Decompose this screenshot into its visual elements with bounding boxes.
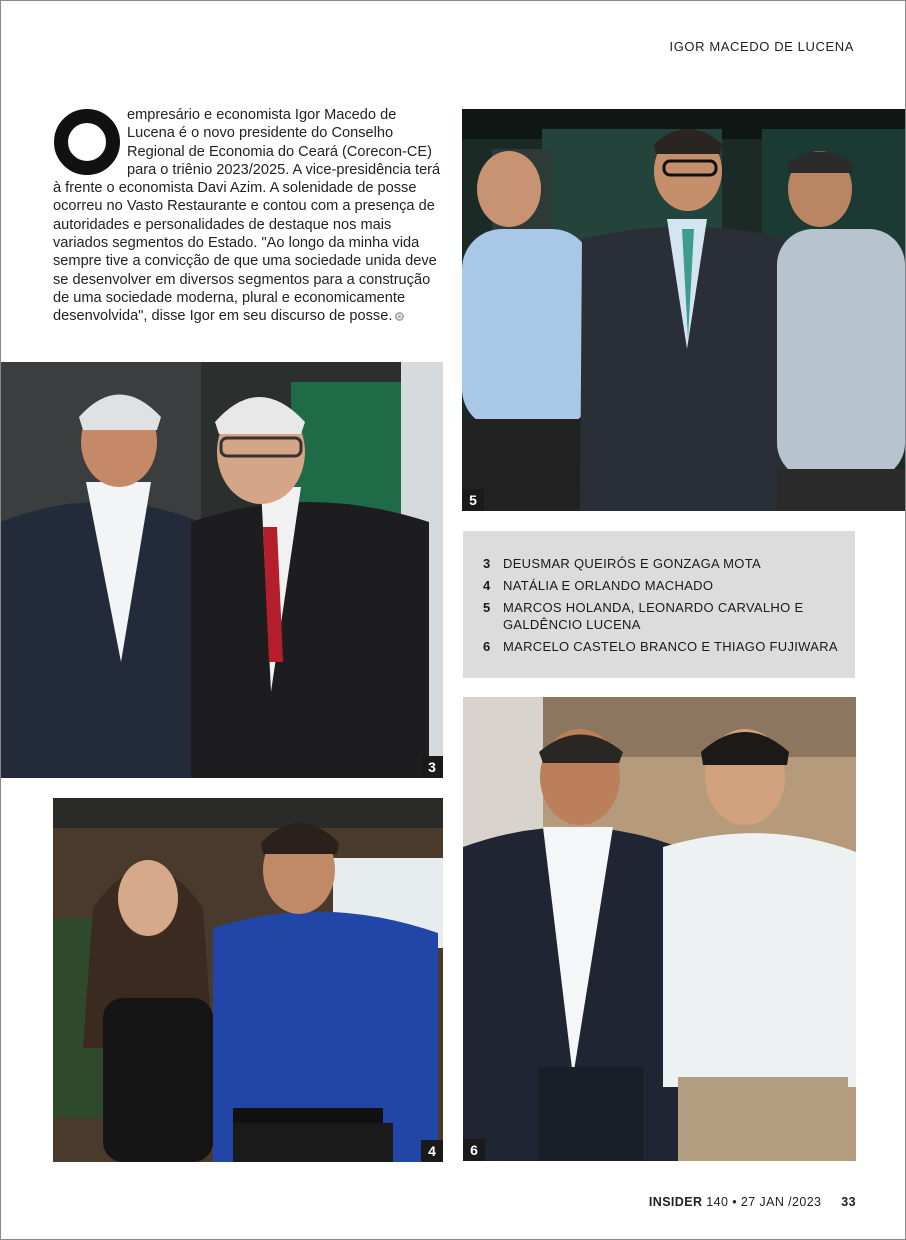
photo-3-image: [1, 362, 443, 778]
photo-5-number: 5: [462, 489, 484, 511]
photo-6-image: [463, 697, 856, 1161]
photo-4-image: [53, 798, 443, 1162]
photo-3: [1, 362, 443, 778]
issue-info: 140 • 27 JAN /2023: [706, 1195, 822, 1209]
caption-item: 6 MARCELO CASTELO BRANCO E THIAGO FUJIWARA: [483, 639, 838, 654]
photo-6: [463, 697, 856, 1161]
photo-4: [53, 798, 443, 1162]
caption-list: [463, 531, 855, 655]
magazine-brand: INSIDER: [648, 1195, 703, 1209]
caption-box: [463, 531, 855, 678]
photo-6-number: 6: [463, 1139, 485, 1161]
photo-5-image: [462, 109, 905, 511]
photo-4-number: 4: [421, 1140, 443, 1162]
dropcap-o: [53, 108, 121, 176]
caption-item: 5 MARCOS HOLANDA, LEONARDO CARVALHO E GALDÊNCIO LUCENA: [483, 600, 804, 632]
running-head: IGOR MACEDO DE LUCENA: [669, 39, 854, 54]
caption-item: 4 NATÁLIA E ORLANDO MACHADO: [483, 578, 714, 593]
photo-5: [462, 109, 905, 511]
caption-item: 3 DEUSMAR QUEIRÓS E GONZAGA MOTA: [483, 556, 761, 571]
article-intro: [53, 106, 443, 326]
article-body: empresário e economista Igor Macedo de Lucena é o novo presidente do Conselho Regional de Economia do Ceará (Corecon-CE) para o triênio 2023/2025. A vice-presidência terá à frente o economista Davi Azim. A solenidade de posse ocorreu no Vasto Restaurante e contou com a presença de autoridades e personalidades de destaque nos mais variados segmentos do Estado. "Ao longo da minha vida sempre tive a convicção de que uma sociedade unida deve se desenvolver em diversos segmentos para a construção de uma sociedade moderna, plural e economicamente desenvolvida", disse Igor em seu discurso de posse.: [53, 107, 441, 325]
page-number: 33: [841, 1195, 856, 1209]
end-of-article-icon: [395, 312, 404, 321]
photo-3-number: 3: [421, 756, 443, 778]
page-footer: [649, 1195, 856, 1209]
